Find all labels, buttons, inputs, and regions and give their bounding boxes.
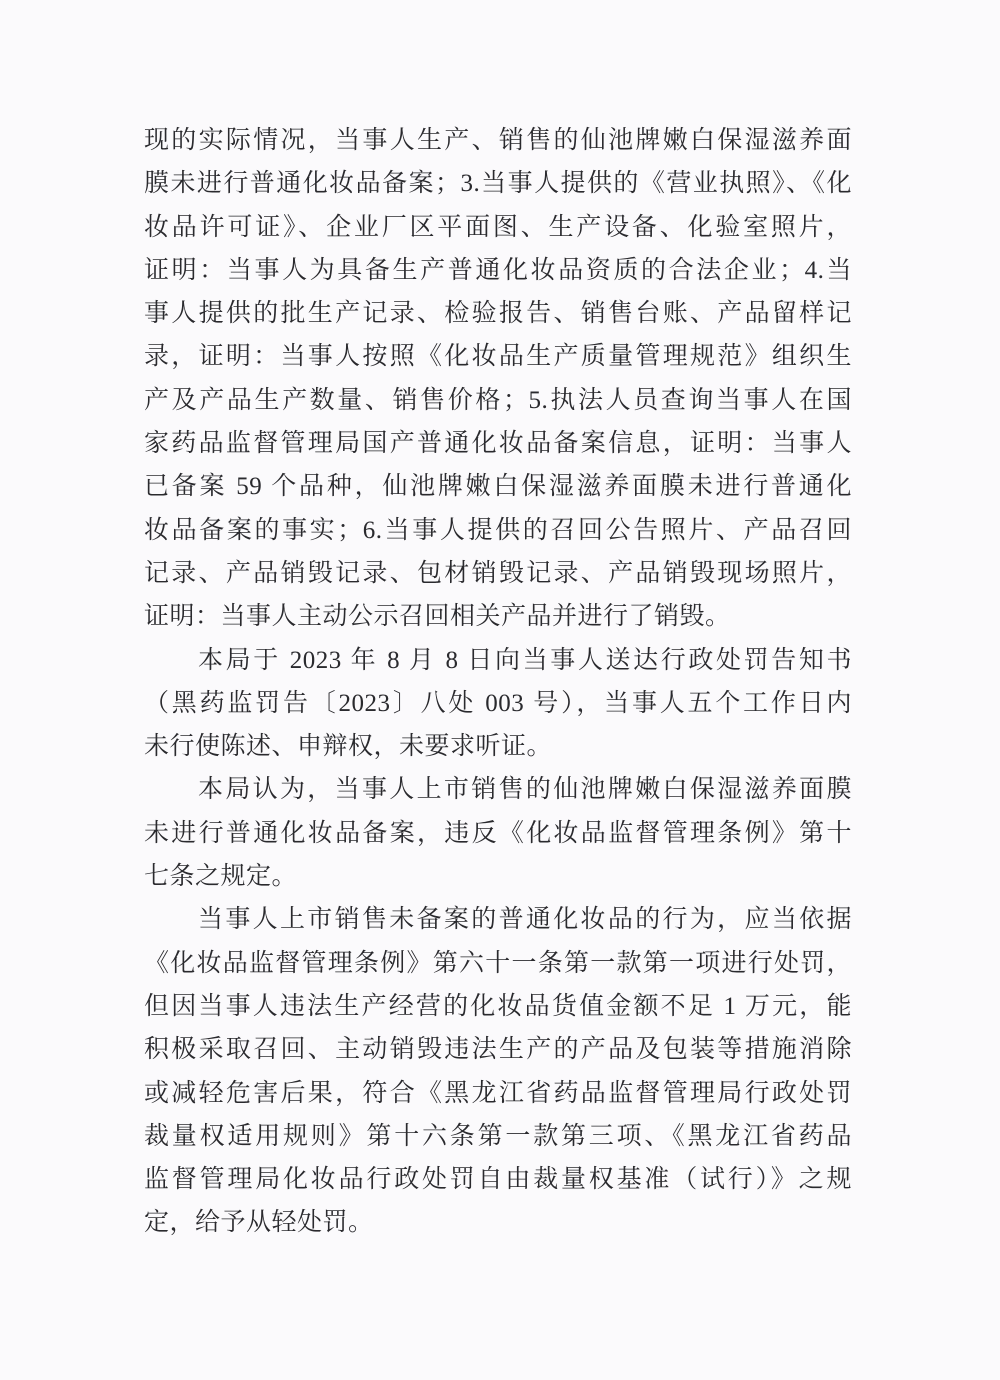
paragraph-notice-delivery	[144, 639, 852, 769]
text-line: （黑药监罚告〔2023〕八处 003 号），当事人五个工作日内	[144, 689, 852, 717]
text-line: 妆品许可证》、企业厂区平面图、生产设备、化验室照片，	[144, 213, 852, 241]
text-line: 现的实际情况，当事人生产、销售的仙池牌嫩白保湿滋养面	[144, 127, 852, 154]
text-line: 监督管理局化妆品行政处罚自由裁量权基准（试行）》之规	[144, 1166, 852, 1194]
paragraph-penalty-basis	[144, 898, 852, 1244]
text-line: 未行使陈述、申辩权，未要求听证。	[144, 733, 553, 761]
text-line: 积极采取召回、主动销毁违法生产的产品及包装等措施消除	[144, 1036, 852, 1064]
text-line: 已备案 59 个品种，仙池牌嫩白保湿滋养面膜未进行普通化	[144, 473, 852, 501]
text-line: 证明：当事人为具备生产普通化妆品资质的合法企业；4.当	[144, 256, 852, 284]
text-line: 家药品监督管理局国产普通化妆品备案信息，证明：当事人	[144, 430, 852, 458]
document-page	[144, 119, 852, 1245]
text-line: 当事人上市销售未备案的普通化妆品的行为，应当依据	[198, 906, 852, 934]
text-line: 本局认为，当事人上市销售的仙池牌嫩白保湿滋养面膜	[198, 776, 852, 804]
text-line: 本局于 2023 年 8 月 8 日向当事人送达行政处罚告知书	[198, 646, 852, 674]
text-line: 膜未进行普通化妆品备案；3.当事人提供的《营业执照》、《化	[144, 170, 852, 198]
text-line: 妆品备案的事实；6.当事人提供的召回公告照片、产品召回	[144, 516, 852, 544]
text-line: 但因当事人违法生产经营的化妆品货值金额不足 1 万元，能	[144, 992, 852, 1020]
text-line: 记录、产品销毁记录、包材销毁记录、产品销毁现场照片，	[144, 559, 852, 587]
text-line: 或减轻危害后果，符合《黑龙江省药品监督管理局行政处罚	[144, 1079, 852, 1107]
text-line: 证明：当事人主动公示召回相关产品并进行了销毁。	[144, 603, 731, 631]
text-line: 录，证明：当事人按照《化妆品生产质量管理规范》组织生	[144, 343, 852, 371]
paragraph-evidence-continued	[144, 119, 852, 639]
text-line: 裁量权适用规则》第十六条第一款第三项、《黑龙江省药品	[144, 1122, 852, 1150]
text-line: 产及产品生产数量、销售价格；5.执法人员查询当事人在国	[144, 386, 852, 414]
text-line: 事人提供的批生产记录、检验报告、销售台账、产品留样记	[144, 300, 852, 328]
text-line: 七条之规定。	[144, 863, 298, 891]
text-line: 未进行普通化妆品备案，违反《化妆品监督管理条例》第十	[144, 819, 852, 847]
paragraph-finding	[144, 768, 852, 898]
text-line: 定，给予从轻处罚。	[144, 1209, 374, 1237]
text-line: 《化妆品监督管理条例》第六十一条第一款第一项进行处罚，	[144, 949, 852, 977]
